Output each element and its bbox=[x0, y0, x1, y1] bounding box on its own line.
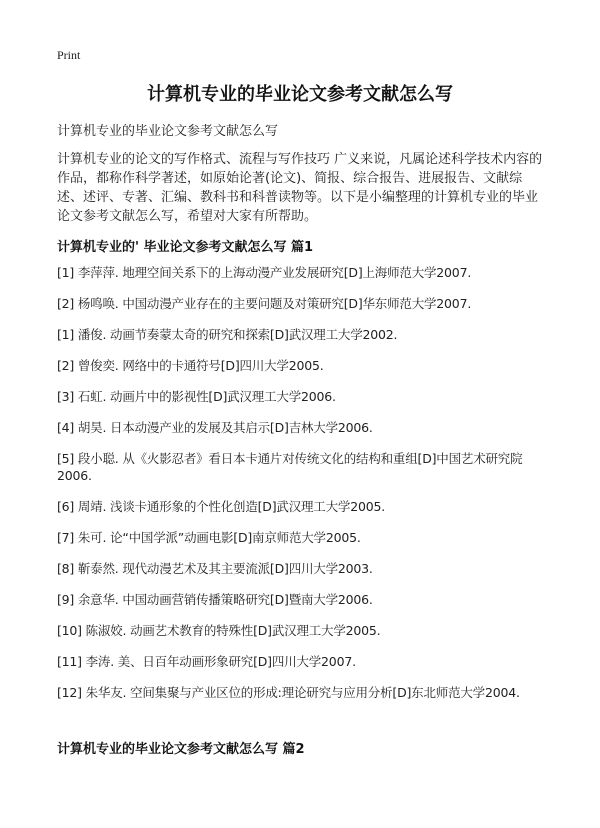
reference-list bbox=[57, 264, 545, 715]
reference-item: [7] 朱可. 论“中国学派”动画电影[D]南京师范大学2005. bbox=[57, 530, 361, 545]
print-link[interactable]: Print bbox=[57, 48, 81, 62]
section-heading-2: 计算机专业的毕业论文参考文献怎么写 篇2 bbox=[57, 742, 305, 757]
reference-item: [10] 陈淑姣. 动画艺术教育的特殊性[D]武汉理工大学2005. bbox=[57, 623, 381, 638]
section-heading-1: 计算机专业的' 毕业论文参考文献怎么写 篇1 bbox=[57, 240, 314, 255]
reference-item: [11] 李涛. 美、日百年动画形象研究[D]四川大学2007. bbox=[57, 654, 356, 669]
reference-item: [2] 杨鸣唤. 中国动漫产业存在的主要问题及对策研究[D]华东师范大学2007. bbox=[57, 296, 472, 311]
reference-item: [9] 余意华. 中国动画营销传播策略研究[D]暨南大学2006. bbox=[57, 592, 373, 607]
reference-item: [5] 段小聪. 从《火影忍者》看日本卡通片对传统文化的结构和重组[D]中国艺术研究院2006. bbox=[57, 451, 523, 483]
reference-item: [6] 周靖. 浅谈卡通形象的个性化创造[D]武汉理工大学2005. bbox=[57, 499, 385, 514]
reference-item: [3] 石虹. 动画片中的影视性[D]武汉理工大学2006. bbox=[57, 389, 336, 404]
reference-item: [4] 胡昊. 日本动漫产业的发展及其启示[D]吉林大学2006. bbox=[57, 420, 373, 435]
page-title: 计算机专业的毕业论文参考文献怎么写 bbox=[147, 84, 453, 105]
article-subtitle: 计算机专业的毕业论文参考文献怎么写 bbox=[57, 124, 279, 139]
reference-item: [12] 朱华友. 空间集聚与产业区位的形成:理论研究与应用分析[D]东北师范大学2004. bbox=[57, 685, 520, 700]
reference-item: [2] 曾俊奕. 网络中的卡通符号[D]四川大学2005. bbox=[57, 358, 324, 373]
intro-paragraph: 计算机专业的论文的写作格式、流程与写作技巧 广义来说，凡属论述科学技术内容的作品，都称作科学著述，如原始论著(论文)、简报、综合报告、进展报告、文献综述、述评、专著、汇编、教科书和科普读物等。以下是小编整理的计算机专业的毕业论文参考文献怎么写，希望对大家有所帮助。 bbox=[57, 152, 543, 224]
reference-item: [1] 李萍萍. 地理空间关系下的上海动漫产业发展研究[D]上海师范大学2007. bbox=[57, 265, 472, 280]
reference-item: [8] 靳泰然. 现代动漫艺术及其主要流派[D]四川大学2003. bbox=[57, 561, 373, 576]
reference-item: [1] 潘俊. 动画节奏蒙太奇的研究和探索[D]武汉理工大学2002. bbox=[57, 327, 398, 342]
